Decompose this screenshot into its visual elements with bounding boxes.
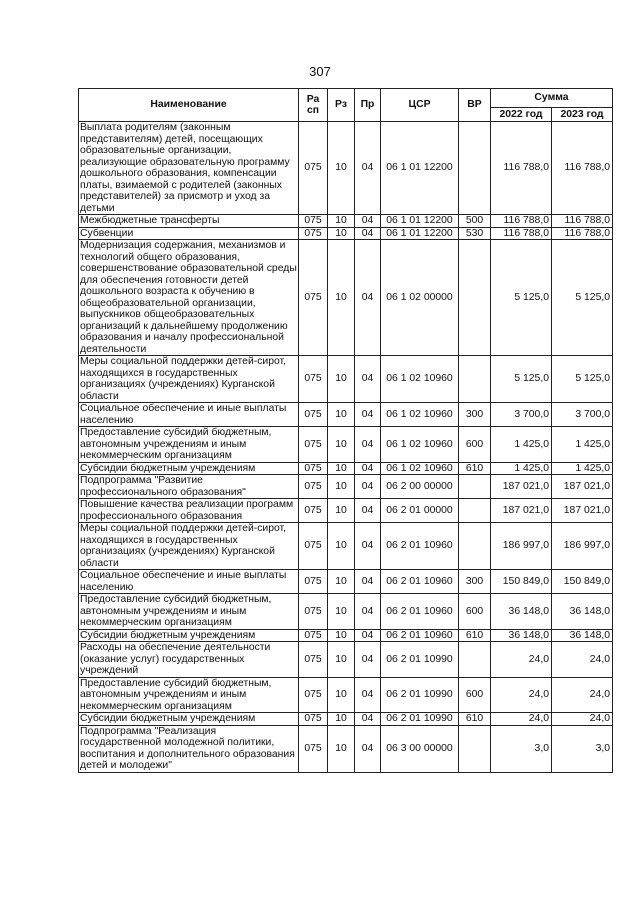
cell-vr [459,725,491,772]
cell-sum-2022: 116 788,0 [491,122,552,215]
cell-sum-2023: 5 125,0 [552,356,613,403]
cell-sum-2022: 187 021,0 [491,499,552,523]
cell-csr: 06 1 02 10960 [381,462,459,475]
cell-pr: 04 [355,356,381,403]
cell-rz: 10 [328,475,355,499]
cell-rasp: 075 [299,499,328,523]
cell-sum-2023: 186 997,0 [552,523,613,570]
cell-sum-2023: 3,0 [552,725,613,772]
cell-sum-2023: 24,0 [552,642,613,678]
cell-rz: 10 [328,523,355,570]
cell-vr [459,642,491,678]
cell-name: Модернизация содержания, механизмов и технологий общего образования, совершенствование образовательной среды для обеспечения готовности детей дошкольного возраста к обучению в общеобразовательной организации, выпускников общеобразовательных организаций к дальнейшему продолжению образования и началу профессиональной деятельности [80,240,297,355]
cell-vr [459,240,491,356]
cell-sum-2022: 36 148,0 [491,629,552,642]
cell-rasp: 075 [299,594,328,630]
cell-name: Предоставление субсидий бюджетным, автономным учреждениям и иным некоммерческим организациям [79,427,299,463]
cell-sum-2023: 1 425,0 [552,462,613,475]
cell-sum-2023: 187 021,0 [552,499,613,523]
cell-vr: 300 [459,570,491,594]
cell-sum-2022: 24,0 [491,642,552,678]
cell-name: Меры социальной поддержки детей-сирот, находящихся в государственных организациях (учреждениях) Курганской области [79,356,299,403]
cell-name: Подпрограмма "Развитие профессионального образования" [79,475,299,499]
cell-rasp: 075 [299,642,328,678]
table-row [79,403,613,427]
cell-pr: 04 [355,427,381,463]
cell-rasp: 075 [299,713,328,726]
cell-csr: 06 1 01 12200 [381,215,459,228]
cell-csr: 06 1 01 12200 [381,227,459,240]
cell-sum-2023: 1 425,0 [552,427,613,463]
table-row [79,677,613,713]
cell-sum-2022: 187 021,0 [491,475,552,499]
cell-csr: 06 1 02 00000 [381,240,459,356]
cell-rasp: 075 [299,356,328,403]
cell-pr: 04 [355,499,381,523]
cell-rz: 10 [328,499,355,523]
cell-csr: 06 1 02 10960 [381,403,459,427]
cell-pr: 04 [355,594,381,630]
cell-rz: 10 [328,725,355,772]
cell-csr: 06 3 00 00000 [381,725,459,772]
cell-sum-2023: 36 148,0 [552,594,613,630]
cell-rasp: 075 [299,227,328,240]
cell-csr: 06 2 01 10960 [381,594,459,630]
cell-pr: 04 [355,713,381,726]
cell-pr: 04 [355,725,381,772]
cell-sum-2022: 24,0 [491,677,552,713]
cell-rasp: 075 [299,215,328,228]
cell-rz: 10 [328,677,355,713]
table-row [79,122,613,215]
cell-rasp: 075 [299,427,328,463]
cell-pr: 04 [355,523,381,570]
cell-rasp: 075 [299,240,328,356]
cell-sum-2022: 116 788,0 [491,215,552,228]
cell-sum-2023: 116 788,0 [552,227,613,240]
cell-name: Меры социальной поддержки детей-сирот, находящихся в государственных организациях (учреждениях) Курганской области [79,523,299,570]
cell-pr: 04 [355,215,381,228]
cell-name: Субсидии бюджетным учреждениям [79,713,299,726]
cell-sum-2022: 24,0 [491,713,552,726]
cell-sum-2023: 116 788,0 [552,122,613,215]
table-row [79,725,613,772]
cell-vr [459,356,491,403]
header-year-2023: 2023 год [552,108,613,122]
cell-rasp: 075 [299,725,328,772]
cell-vr [459,475,491,499]
cell-name: Предоставление субсидий бюджетным, автономным учреждениям и иным некоммерческим организациям [79,677,299,713]
cell-rasp: 075 [299,475,328,499]
header-name: Наименование [79,89,299,122]
cell-sum-2022: 5 125,0 [491,240,552,356]
cell-vr: 610 [459,713,491,726]
cell-vr: 610 [459,462,491,475]
cell-rz: 10 [328,642,355,678]
cell-pr: 04 [355,570,381,594]
cell-vr: 600 [459,427,491,463]
cell-rasp: 075 [299,677,328,713]
budget-table [78,88,613,773]
cell-rz: 10 [328,356,355,403]
cell-sum-2023: 116 788,0 [552,215,613,228]
cell-csr: 06 1 02 10960 [381,356,459,403]
cell-csr: 06 2 01 10960 [381,629,459,642]
cell-rz: 10 [328,122,355,215]
cell-pr: 04 [355,629,381,642]
cell-pr: 04 [355,227,381,240]
table-row [79,240,613,356]
cell-name: Социальное обеспечение и иные выплаты населению [79,403,299,427]
table-row [79,594,613,630]
cell-name: Субсидии бюджетным учреждениям [79,629,299,642]
cell-rasp: 075 [299,403,328,427]
cell-sum-2022: 3,0 [491,725,552,772]
cell-sum-2022: 186 997,0 [491,523,552,570]
cell-rz: 10 [328,427,355,463]
cell-rasp: 075 [299,570,328,594]
page-number: 307 [309,64,331,79]
table-row [79,475,613,499]
cell-sum-2022: 36 148,0 [491,594,552,630]
header-sum: Сумма [491,89,613,108]
cell-pr: 04 [355,642,381,678]
cell-rz: 10 [328,629,355,642]
table-body [79,122,613,773]
header-rz: Рз [328,89,355,122]
cell-name: Подпрограмма "Реализация государственной молодежной политики, воспитания и дополнительного образования детей и молодежи" [79,725,299,772]
cell-rasp: 075 [299,462,328,475]
cell-sum-2022: 3 700,0 [491,403,552,427]
cell-csr: 06 1 01 12200 [381,122,459,215]
header-year-2022: 2022 год [491,108,552,122]
table-row [79,227,613,240]
cell-sum-2022: 1 425,0 [491,427,552,463]
cell-vr [459,523,491,570]
table-header-row [79,89,613,108]
cell-name: Предоставление субсидий бюджетным, автономным учреждениям и иным некоммерческим организациям [79,594,299,630]
cell-csr: 06 1 02 10960 [381,427,459,463]
cell-pr: 04 [355,677,381,713]
table-row [79,629,613,642]
cell-rz: 10 [328,570,355,594]
cell-sum-2022: 150 849,0 [491,570,552,594]
cell-rasp: 075 [299,122,328,215]
cell-name: Повышение качества реализации программ профессионального образования [79,499,299,523]
table-row [79,713,613,726]
cell-sum-2023: 5 125,0 [552,240,613,356]
cell-pr: 04 [355,475,381,499]
cell-csr: 06 2 00 00000 [381,475,459,499]
cell-rasp: 075 [299,629,328,642]
table-row [79,427,613,463]
cell-sum-2022: 1 425,0 [491,462,552,475]
cell-vr: 600 [459,594,491,630]
table-row [79,642,613,678]
header-vr: ВР [459,89,491,122]
header-csr: ЦСР [381,89,459,122]
header-rasp: Ра сп [299,89,328,122]
cell-pr: 04 [355,462,381,475]
cell-csr: 06 2 01 10960 [381,523,459,570]
cell-sum-2023: 24,0 [552,713,613,726]
cell-pr: 04 [355,403,381,427]
cell-sum-2023: 150 849,0 [552,570,613,594]
cell-rasp: 075 [299,523,328,570]
cell-rz: 10 [328,240,355,356]
cell-sum-2022: 5 125,0 [491,356,552,403]
cell-pr: 04 [355,122,381,215]
cell-sum-2023: 187 021,0 [552,475,613,499]
cell-name: Субсидии бюджетным учреждениям [79,462,299,475]
cell-rz: 10 [328,713,355,726]
cell-vr [459,499,491,523]
cell-csr: 06 2 01 10960 [381,570,459,594]
cell-csr: 06 2 01 10990 [381,713,459,726]
table-row [79,499,613,523]
cell-pr: 04 [355,240,381,356]
cell-sum-2023: 3 700,0 [552,403,613,427]
cell-rz: 10 [328,215,355,228]
cell-name: Социальное обеспечение и иные выплаты населению [79,570,299,594]
cell-vr: 600 [459,677,491,713]
cell-name: Субвенции [79,227,299,240]
cell-name: Выплата родителям (законным представителям) детей, посещающих образовательные организации, реализующие образовательную программу дошкольного образования, компенсации платы, взимаемой с родителей (законных представителей) за присмотр и уход за детьми [79,122,299,215]
cell-vr: 300 [459,403,491,427]
header-pr: Пр [355,89,381,122]
cell-sum-2022: 116 788,0 [491,227,552,240]
cell-rz: 10 [328,594,355,630]
cell-vr: 500 [459,215,491,228]
table-row [79,570,613,594]
cell-vr: 610 [459,629,491,642]
table-row [79,215,613,228]
cell-rz: 10 [328,227,355,240]
cell-sum-2023: 36 148,0 [552,629,613,642]
cell-csr: 06 2 01 10990 [381,642,459,678]
cell-name: Расходы на обеспечение деятельности (оказание услуг) государственных учреждений [79,642,299,678]
table-row [79,523,613,570]
cell-name: Межбюджетные трансферты [79,215,299,228]
cell-sum-2023: 24,0 [552,677,613,713]
cell-csr: 06 2 01 10990 [381,677,459,713]
cell-csr: 06 2 01 00000 [381,499,459,523]
cell-rz: 10 [328,462,355,475]
cell-vr [459,122,491,215]
table-row [79,356,613,403]
cell-vr: 530 [459,227,491,240]
cell-rz: 10 [328,403,355,427]
table-row [79,462,613,475]
